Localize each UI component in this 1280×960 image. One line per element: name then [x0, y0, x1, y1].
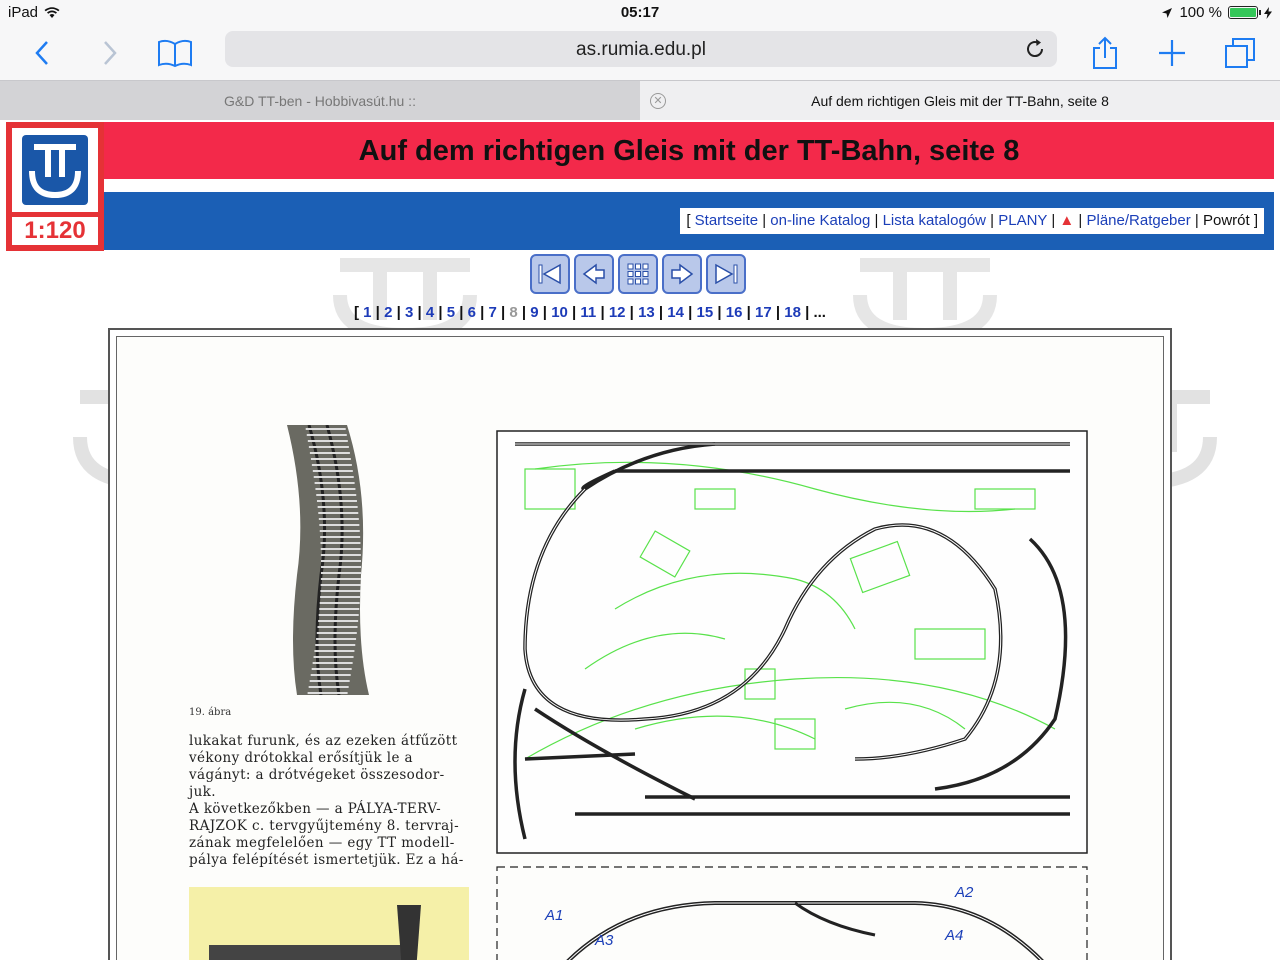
device-name: iPad — [8, 4, 39, 21]
plan-label: A2 — [955, 884, 974, 901]
page-link-16[interactable]: 16 — [725, 304, 743, 321]
menu-bracket: ] — [1253, 212, 1258, 229]
body-text — [189, 733, 477, 869]
arrow-left-icon — [580, 262, 608, 286]
illustration-box — [189, 887, 469, 960]
tt-emblem-icon — [22, 135, 88, 205]
status-bar — [0, 0, 1280, 26]
menu-plane-ratgeber[interactable]: Pläne/Ratgeber — [1086, 212, 1191, 229]
page-link-9[interactable]: 9 — [530, 304, 539, 321]
first-page-icon — [536, 262, 564, 286]
next-page-button[interactable] — [662, 254, 702, 294]
tab-title: G&D TT-ben - Hobbivasút.hu :: — [224, 93, 416, 109]
plan-label: A1 — [545, 907, 564, 924]
page-link-17[interactable]: 17 — [755, 304, 772, 321]
text-line: zának megfelelően — egy TT modell- — [189, 835, 455, 851]
chevron-left-icon — [34, 40, 50, 66]
page-link-4[interactable]: 4 — [425, 304, 435, 321]
tab-bar — [0, 80, 1280, 120]
tt-logo[interactable] — [6, 122, 104, 251]
page-link-18[interactable]: 18 — [784, 304, 801, 321]
back-button[interactable] — [22, 34, 62, 72]
page-link-2[interactable]: 2 — [384, 304, 393, 321]
page-title: Auf dem richtigen Gleis mit der TT-Bahn, seite 8 — [358, 135, 1020, 167]
plan-label: A4 — [945, 927, 964, 944]
browser-toolbar — [0, 26, 1280, 80]
tab-title: Auf dem richtigen Gleis mit der TT-Bahn, seite 8 — [811, 93, 1109, 109]
index-button[interactable] — [618, 254, 658, 294]
menu-startseite[interactable]: Startseite — [694, 212, 759, 229]
pager-ellipsis: ... — [813, 304, 826, 321]
title-banner — [104, 122, 1274, 179]
text-line: lukakat furunk, és az ezeken átfűzött — [189, 733, 458, 749]
forward-button[interactable] — [90, 34, 130, 72]
last-page-icon — [712, 262, 740, 286]
close-tab-button[interactable] — [650, 93, 666, 109]
menu-bracket: [ — [686, 212, 691, 229]
clock: 05:17 — [620, 4, 660, 21]
reload-button[interactable] — [1023, 37, 1047, 61]
text-line: RAJZOK c. tervgyűjtemény 8. tervraj- — [189, 818, 460, 834]
arrow-right-icon — [668, 262, 696, 286]
tt-badge — [22, 135, 88, 205]
track-plan-diagram — [495, 429, 1089, 855]
plus-icon — [1158, 39, 1186, 67]
prev-page-button[interactable] — [574, 254, 614, 294]
tabs-icon — [1224, 37, 1256, 69]
menu-powrot[interactable]: Powrót — [1202, 212, 1250, 229]
site-menu: [ Startseite | on-line Katalog | Lista katalogów | PLANY | ▲ | Pläne/Ratgeber | Powrót ] — [680, 208, 1264, 234]
plan-label: A3 — [595, 932, 614, 949]
track-photo — [277, 425, 377, 695]
page-link-10[interactable]: 10 — [551, 304, 568, 321]
text-line: vágányt: a drótvégeket összesodor- — [189, 767, 445, 783]
text-line: pálya felépítését ismertetjük. Ez a há- — [189, 852, 464, 868]
address-bar[interactable] — [225, 31, 1057, 67]
close-icon: ✕ — [653, 95, 663, 107]
tab-hobbivasut[interactable] — [0, 81, 640, 121]
grid-icon — [626, 262, 650, 286]
web-page — [0, 120, 1280, 960]
triangle-up-icon[interactable]: ▲ — [1059, 212, 1075, 229]
share-button[interactable] — [1085, 34, 1125, 72]
scanned-page — [108, 328, 1172, 960]
battery-icon — [1228, 6, 1258, 19]
page-link-13[interactable]: 13 — [638, 304, 655, 321]
share-icon — [1091, 36, 1119, 70]
watermark-logo — [320, 250, 490, 340]
tab-tt-bahn[interactable] — [640, 81, 1280, 121]
location-icon — [1161, 7, 1173, 19]
watermark-logo — [840, 250, 1010, 340]
tabs-overview-button[interactable] — [1220, 34, 1260, 72]
text-line: juk. — [189, 784, 216, 800]
chevron-right-icon — [102, 40, 118, 66]
page-link-7[interactable]: 7 — [488, 304, 497, 321]
charging-icon — [1264, 7, 1272, 19]
menu-banner — [104, 192, 1274, 250]
page-link-12[interactable]: 12 — [608, 304, 626, 321]
scale-label: 1:120 — [12, 217, 98, 245]
book-icon — [157, 38, 193, 68]
hammer-illustration — [209, 905, 449, 960]
page-link-5[interactable]: 5 — [446, 304, 456, 321]
page-link-8: 8 — [509, 304, 518, 321]
bookmarks-button[interactable] — [155, 34, 195, 72]
battery-percent: 100 % — [1179, 4, 1222, 21]
url-text: as.rumia.edu.pl — [576, 39, 706, 60]
track-plan-lower — [495, 865, 1089, 960]
menu-online-katalog[interactable]: on-line Katalog — [770, 212, 871, 229]
page-link-1[interactable]: 1 — [363, 304, 372, 321]
page-link-11[interactable]: 11 — [580, 304, 597, 321]
text-line: vékony drótokkal erősítjük le a — [189, 750, 413, 766]
reload-icon — [1023, 37, 1047, 61]
page-link-6[interactable]: 6 — [467, 304, 476, 321]
last-page-button[interactable] — [706, 254, 746, 294]
page-link-14[interactable]: 14 — [667, 304, 684, 321]
menu-lista-katalogow[interactable]: Lista katalogów — [882, 212, 986, 229]
page-link-3[interactable]: 3 — [404, 304, 414, 321]
page-nav-buttons — [530, 254, 746, 294]
figure-caption: 19. ábra — [189, 707, 232, 718]
new-tab-button[interactable] — [1152, 34, 1192, 72]
page-link-15[interactable]: 15 — [696, 304, 714, 321]
menu-plany[interactable]: PLANY — [998, 212, 1048, 229]
text-line: A következőkben — a PÁLYA-TERV- — [189, 801, 442, 817]
first-page-button[interactable] — [530, 254, 570, 294]
page-number-list: [ 1 | 2 | 3 | 4 | 5 | 6 | 7 | 8 | 9 | 10 | 11 | 12 | 13 | 14 | 15 | 16 | 17 | 18 | ... — [354, 304, 826, 321]
